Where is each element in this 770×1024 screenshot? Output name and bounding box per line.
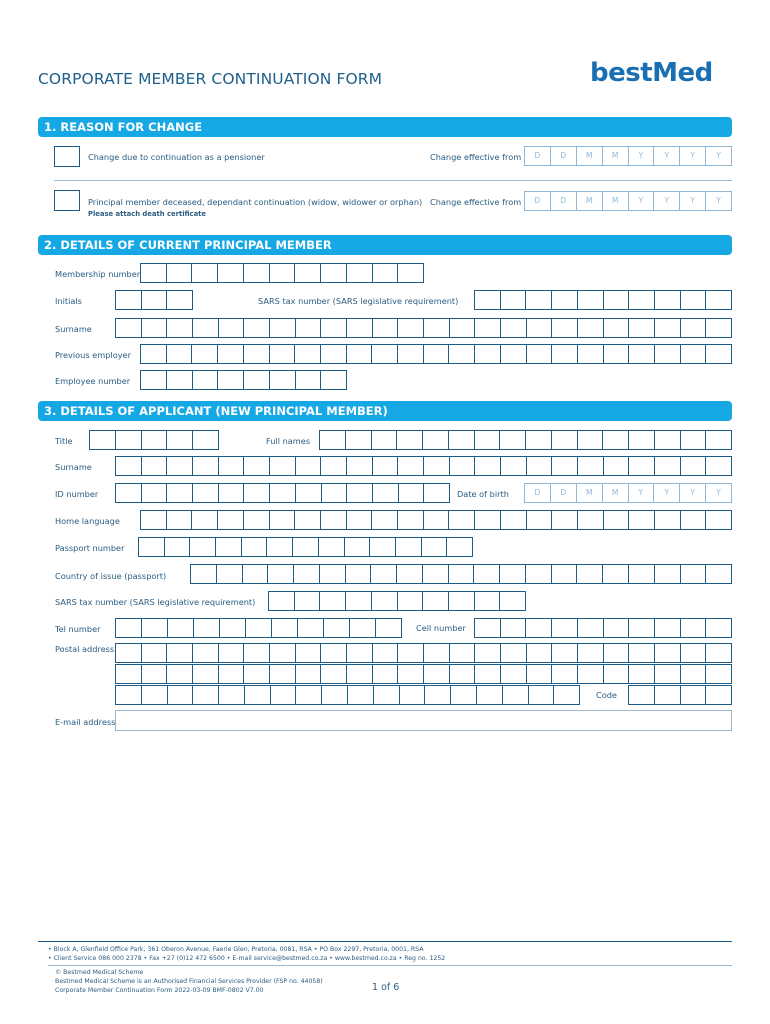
id-number-input[interactable] bbox=[115, 483, 450, 503]
date-mask-cell: M bbox=[603, 192, 629, 210]
home-language-input[interactable] bbox=[140, 510, 732, 530]
full-names-input[interactable] bbox=[319, 430, 732, 450]
date-mask-cell: M bbox=[603, 147, 629, 165]
date-mask-cell: Y bbox=[680, 192, 706, 210]
footer-form-ref: Corporate Member Continuation Form 2022-03-09 BMF-0802 V7.00 bbox=[55, 987, 264, 994]
effective-from-label-2: Change effective from bbox=[430, 197, 522, 207]
sars-input-applicant[interactable] bbox=[268, 591, 526, 611]
date-mask-cell: Y bbox=[680, 147, 706, 165]
section-2-header: 2. DETAILS OF CURRENT PRINCIPAL MEMBER bbox=[38, 235, 732, 255]
section-3-header: 3. DETAILS OF APPLICANT (NEW PRINCIPAL MEMBER) bbox=[38, 401, 732, 421]
previous-employer-label: Previous employer bbox=[55, 350, 131, 360]
surname-input-applicant[interactable] bbox=[115, 456, 732, 476]
date-mask-cell: D bbox=[551, 484, 577, 502]
date-mask-cell: Y bbox=[654, 147, 680, 165]
date-mask-cell: Y bbox=[716, 196, 721, 205]
death-certificate-note: Please attach death certificate bbox=[88, 210, 207, 218]
effective-date-1[interactable] bbox=[524, 146, 732, 166]
date-mask-cell: Y bbox=[654, 192, 680, 210]
pensioner-label: Change due to continuation as a pensioner bbox=[88, 152, 265, 162]
date-mask-cell: D bbox=[551, 192, 577, 210]
footer-divider-2 bbox=[48, 965, 732, 966]
title-input[interactable] bbox=[89, 430, 219, 450]
tel-number-label: Tel number bbox=[55, 624, 101, 634]
pensioner-checkbox[interactable] bbox=[54, 146, 80, 167]
surname-label-applicant: Surname bbox=[55, 462, 92, 472]
country-of-issue-input[interactable] bbox=[190, 564, 732, 584]
postal-address-line-3[interactable] bbox=[115, 685, 580, 705]
date-mask-cell: Y bbox=[680, 484, 706, 502]
surname-label-current: Surname bbox=[55, 324, 92, 334]
footer-fsp: Bestmed Medical Scheme is an Authorised Financial Services Provider (FSP no. 44058) bbox=[55, 978, 323, 985]
date-mask-cell: Y bbox=[629, 192, 655, 210]
passport-number-input[interactable] bbox=[138, 537, 473, 557]
date-mask-cell: M bbox=[577, 192, 603, 210]
date-of-birth-label: Date of birth bbox=[457, 489, 509, 499]
form-title: CORPORATE MEMBER CONTINUATION FORM bbox=[38, 70, 383, 88]
sars-label-applicant: SARS tax number (SARS legislative requirement) bbox=[55, 597, 256, 607]
sars-label-current: SARS tax number (SARS legislative requirement) bbox=[258, 296, 459, 306]
membership-number-input[interactable] bbox=[140, 263, 424, 283]
date-mask-cell: M bbox=[603, 484, 629, 502]
postal-address-line-2[interactable] bbox=[115, 664, 732, 684]
date-mask-cell: Y bbox=[716, 488, 721, 497]
title-label: Title bbox=[55, 436, 73, 446]
sars-input-current[interactable] bbox=[474, 290, 732, 310]
previous-employer-input[interactable] bbox=[140, 344, 732, 364]
surname-input-current[interactable] bbox=[115, 318, 732, 338]
bestmed-logo bbox=[590, 58, 735, 90]
email-label: E-mail address bbox=[55, 717, 116, 727]
footer-copyright: © Bestmed Medical Scheme bbox=[55, 969, 144, 976]
tel-number-input[interactable] bbox=[115, 618, 402, 638]
employee-number-input[interactable] bbox=[140, 370, 347, 390]
postal-address-line-1[interactable] bbox=[115, 643, 732, 663]
footer-address: • Block A, Glenfield Office Park, 361 Oberon Avenue, Faerie Glen, Pretoria, 0081, RSA • PO Box 2297, Pretoria, 0001, RSA bbox=[48, 946, 424, 953]
id-number-label: ID number bbox=[55, 489, 99, 499]
deceased-label: Principal member deceased, dependant continuation (widow, widower or orphan) bbox=[88, 197, 423, 207]
full-names-label: Full names bbox=[266, 436, 311, 446]
effective-date-2[interactable] bbox=[524, 191, 732, 211]
page-number: 1 of 6 bbox=[372, 982, 400, 993]
date-mask-cell: M bbox=[577, 147, 603, 165]
email-input[interactable] bbox=[115, 710, 732, 731]
date-mask-cell: Y bbox=[629, 484, 655, 502]
date-of-birth-input[interactable] bbox=[524, 483, 732, 503]
footer-contact: • Client Service 086 000 2378 • Fax +27 (0)12 472 6500 • E-mail service@bestmed.co.za • www.bestmed.co.za • Reg no. 1252 bbox=[48, 955, 446, 962]
initials-label: Initials bbox=[55, 296, 82, 306]
country-of-issue-label: Country of issue (passport) bbox=[55, 571, 167, 581]
date-mask-cell: D bbox=[525, 484, 551, 502]
postal-code-label: Code bbox=[596, 690, 617, 700]
cell-number-label: Cell number bbox=[416, 623, 466, 633]
date-mask-cell: Y bbox=[716, 151, 721, 160]
employee-number-label: Employee number bbox=[55, 376, 131, 386]
footer-divider bbox=[38, 941, 732, 942]
initials-input[interactable] bbox=[115, 290, 193, 310]
membership-number-label: Membership number bbox=[55, 269, 141, 279]
cell-number-input[interactable] bbox=[474, 618, 732, 638]
home-language-label: Home language bbox=[55, 516, 120, 526]
date-mask-cell: M bbox=[577, 484, 603, 502]
postal-address-label: Postal address bbox=[55, 644, 115, 654]
divider bbox=[54, 180, 732, 181]
date-mask-cell: Y bbox=[629, 147, 655, 165]
date-mask-cell: D bbox=[525, 147, 551, 165]
passport-number-label: Passport number bbox=[55, 543, 125, 553]
date-mask-cell: Y bbox=[654, 484, 680, 502]
date-mask-cell: D bbox=[525, 192, 551, 210]
effective-from-label-1: Change effective from bbox=[430, 152, 522, 162]
section-1-header: 1. REASON FOR CHANGE bbox=[38, 117, 732, 137]
deceased-checkbox[interactable] bbox=[54, 190, 80, 211]
postal-code-input[interactable] bbox=[628, 685, 732, 705]
logo-text: bestMed bbox=[590, 58, 713, 88]
date-mask-cell: D bbox=[551, 147, 577, 165]
